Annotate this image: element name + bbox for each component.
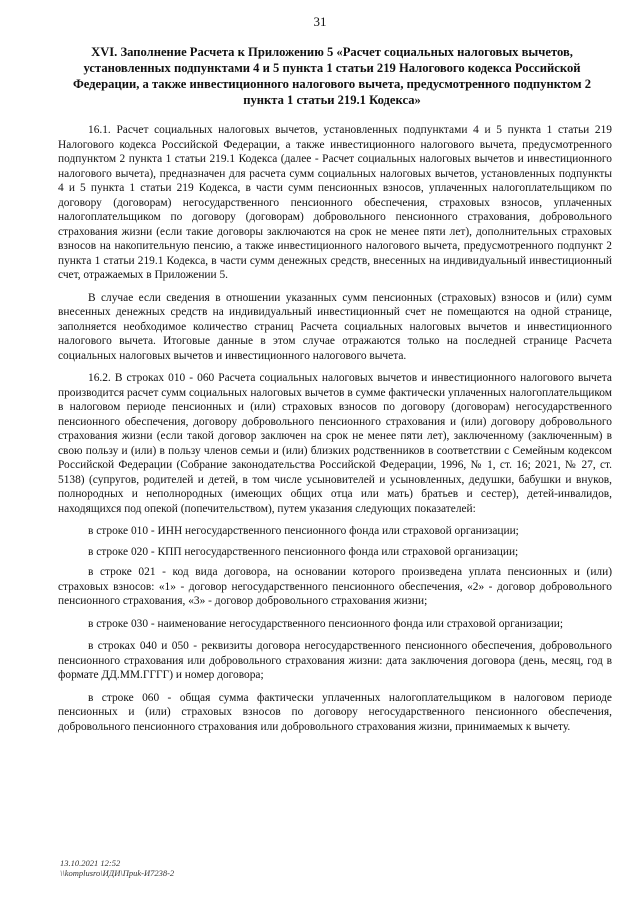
paragraph-16-1: 16.1. Расчет социальных налоговых вычетов, установленных подпунктами 4 и 5 пункта 1 статьи 219 Налогового кодекса Российской Федерации, а также инвестиционного налогового вычета, предусмотренного подпунктом 2 пункта 1 статьи 219.1 Кодекса (далее - Расчет социальных налоговых вычетов и инвестиционного налогового вычета), предназначен для расчета сумм социальных налоговых вычетов, установленных подпункты 4 и 5 пункта 1 статьи 219 Кодекса, в части сумм пенсионных взносов, уплаченных налогоплательщиком по договору (договорам) негосударственного пенсионного обеспечения, страховых взносов, уплаченных налогоплательщиком по договору (договорам) добровольного пенсионного страхования, добровольного страхования жизни (если такие договоры заключаются на срок не менее пяти лет), дополнительных страховых взносов на накопительную пенсию, а также инвестиционного налогового вычета, предусмотренного подпункт 2 пункта 1 статьи 219.1 Кодекса, в части сумм денежных средств, внесенных на индивидуальный инвестиционный счет, отражаемых в Приложении 5. bbox=[58, 124, 612, 281]
list-item-line-010: в строке 010 - ИНН негосударственного пенсионного фонда или страховой организации; bbox=[88, 525, 519, 537]
list-item-line-021: в строке 021 - код вида договора, на основании которого произведена уплата пенсионных и (или) страховых взносов: «1» - договор негосударственного пенсионного обеспечения, «2» - договор добровольного пенсионного страхования, «3» - договор добровольного страхования жизни; bbox=[58, 566, 612, 607]
page-number: 31 bbox=[313, 14, 327, 29]
document-body bbox=[58, 123, 612, 742]
list-item-line-020: в строке 020 - КПП негосударственного пенсионного фонда или страховой организации; bbox=[88, 545, 519, 558]
paragraph-16-2: 16.2. В строках 010 - 060 Расчета социальных налоговых вычетов и инвестиционного налогового вычета производится расчет сумм социальных налоговых вычетов в сумме фактически уплаченных налогоплательщиком в налоговом периоде пенсионных и (или) страховых взносов по договору (договорам) негосударственного пенсионного обеспечения, договору добровольного пенсионного страхования и (или) договору добровольного страхования жизни (если такой договор заключен на срок не менее пяти лет), заключенному (заключенным) в свою пользу и (или) в пользу членов семьи и (или) близких родственников в соответствии с Семейным кодексом Российской Федерации (Собрание законодательства Российской Федерации, 1996, № 1, ст. 16; 2021, № 27, ст. 5138) (супругов, родителей и детей, в том числе усыновителей и усыновленных, дедушки, бабушки и внуков, полнородных и неполнородных (имеющих общих отца или мать) братьев и сестер), детей-инвалидов, находящихся под опекой (попечительством), путем указания следующих показателей: bbox=[58, 372, 612, 515]
list-item-line-030: в строке 030 - наименование негосударственного пенсионного фонда или страховой организации; bbox=[88, 617, 564, 630]
list-item-line-040-050: в строках 040 и 050 - реквизиты договора негосударственного пенсионного обеспечения, добровольного пенсионного страхования или добровольного страхования жизни: дата заключения договора (день, месяц, год в формате ДД.ММ.ГГГГ) и номер договора; bbox=[58, 640, 612, 681]
footer-doc-id: \\komplusro\ИДИ\Приk-И7238-2 bbox=[60, 868, 175, 878]
footer-timestamp: 13.10.2021 12:52 bbox=[60, 858, 121, 868]
list-item-line-060: в строке 060 - общая сумма фактически уплаченных налогоплательщиком в налоговом периоде пенсионных и (или) страховых взносов по договору негосударственного пенсионного обеспечения, добровольного пенсионного страхования или добровольного страхования жизни, принимаемых к вычету. bbox=[58, 691, 612, 733]
paragraph-continuation: В случае если сведения в отношении указанных сумм пенсионных (страховых) взносов и (или) сумм внесенных денежных средств на индивидуальный инвестиционный счет не помещаются на одной странице, заполняется необходимое количество страниц Расчета социальных налоговых вычетов и инвестиционного налогового вычета. Итоговые данные в этом случае отражаются только на последней странице Расчета социальных налоговых вычетов и инвестиционного налогового вычета. bbox=[58, 291, 612, 362]
section-title: XVI. Заполнение Расчета к Приложению 5 «Расчет социальных налоговых вычетов, установленных подпунктами 4 и 5 пункта 1 статьи 219 Налогового кодекса Российской Федерации, а также инвестиционного налогового вычета, предусмотренного подпунктом 2 пункта 1 статьи 219.1 Кодекса» bbox=[72, 45, 592, 107]
footer bbox=[60, 858, 174, 878]
